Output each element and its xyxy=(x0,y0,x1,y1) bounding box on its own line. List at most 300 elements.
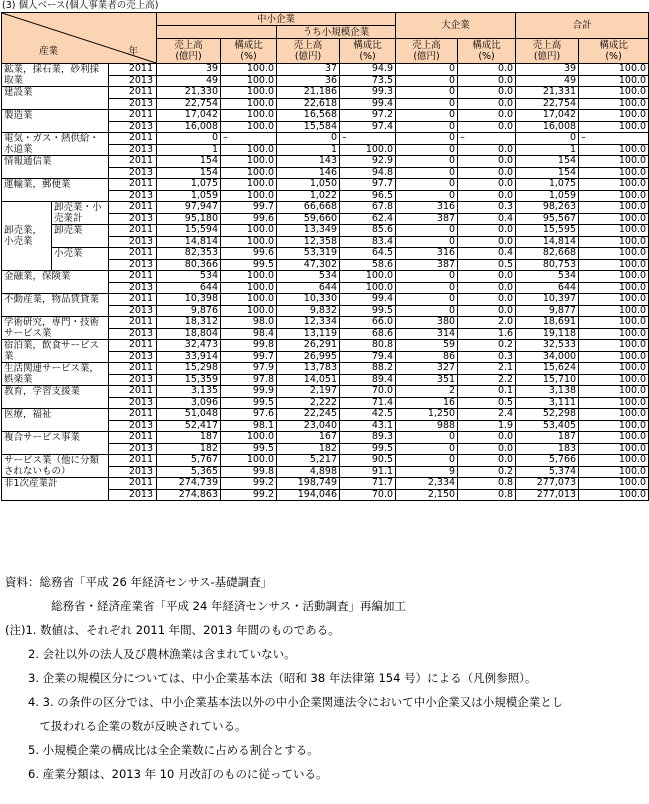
year-cell: 2013 xyxy=(109,144,157,156)
header-ratio: 構成比 (%) xyxy=(579,39,649,64)
ratio-cell: 71.7 xyxy=(340,478,396,490)
ratio-cell: 100.0 xyxy=(579,87,649,99)
year-cell: 2011 xyxy=(109,87,157,99)
revenue-cell: 146 xyxy=(277,167,340,179)
revenue-cell: 143 xyxy=(277,156,340,168)
ratio-cell: 99.9 xyxy=(221,386,277,398)
ratio-cell: 100.0 xyxy=(340,144,396,156)
ratio-cell: 99.6 xyxy=(221,248,277,260)
ratio-cell: 0.0 xyxy=(458,156,516,168)
ratio-cell: 73.5 xyxy=(340,75,396,87)
ratio-cell: 100.0 xyxy=(579,236,649,248)
ratio-cell: 100.0 xyxy=(221,225,277,237)
ratio-cell: 100.0 xyxy=(579,259,649,271)
revenue-cell: 18,312 xyxy=(157,317,221,329)
revenue-cell: 17,042 xyxy=(516,110,579,122)
ratio-cell: – xyxy=(340,133,396,145)
notes xyxy=(5,570,645,786)
ratio-cell: 100.0 xyxy=(579,202,649,214)
ratio-cell: 0.0 xyxy=(458,294,516,306)
revenue-cell: 95,567 xyxy=(516,213,579,225)
revenue-cell: 9,877 xyxy=(516,305,579,317)
ratio-cell: 100.0 xyxy=(221,121,277,133)
revenue-cell: 0 xyxy=(277,133,340,145)
header-total: 合計 xyxy=(516,13,649,39)
ratio-cell: 0.5 xyxy=(458,259,516,271)
ratio-cell: 58.6 xyxy=(340,259,396,271)
industry-label: 製造業 xyxy=(2,110,109,133)
revenue-cell: 274,739 xyxy=(157,478,221,490)
revenue-cell: 9 xyxy=(396,466,458,478)
revenue-cell: 316 xyxy=(396,248,458,260)
ratio-cell: 100.0 xyxy=(579,455,649,467)
header-small: うち小規模企業 xyxy=(277,26,396,39)
ratio-cell: 100.0 xyxy=(221,98,277,110)
revenue-cell: 4,898 xyxy=(277,466,340,478)
revenue-cell: 18,691 xyxy=(516,317,579,329)
revenue-cell: 534 xyxy=(277,271,340,283)
industry-label: 運輸業，郵便業 xyxy=(2,179,109,202)
year-cell: 2013 xyxy=(109,190,157,202)
ratio-cell: 100.0 xyxy=(579,443,649,455)
industry-label: 不動産業，物品賃貸業 xyxy=(2,294,109,317)
note-line: 資料：総務省「平成 26 年経済センサス-基礎調査」 xyxy=(5,575,273,589)
table-row xyxy=(2,156,649,168)
revenue-cell: 9,832 xyxy=(277,305,340,317)
revenue-cell: 3,138 xyxy=(516,386,579,398)
table-row xyxy=(2,179,649,191)
revenue-cell: 0 xyxy=(396,305,458,317)
revenue-cell: 1,059 xyxy=(516,190,579,202)
year-cell: 2013 xyxy=(109,121,157,133)
ratio-cell: 0.0 xyxy=(458,190,516,202)
header-industry: 産業 xyxy=(39,46,59,57)
ratio-cell: 100.0 xyxy=(579,351,649,363)
industry-label: 複合サービス事業 xyxy=(2,432,109,455)
ratio-cell: 1.9 xyxy=(458,420,516,432)
ratio-cell: 64.5 xyxy=(340,248,396,260)
revenue-cell: 187 xyxy=(516,432,579,444)
header-revenue: 売上高 (億円) xyxy=(277,39,340,64)
ratio-cell: 1.6 xyxy=(458,328,516,340)
revenue-cell: 351 xyxy=(396,374,458,386)
ratio-cell: 0.2 xyxy=(458,340,516,352)
year-cell: 2011 xyxy=(109,271,157,283)
revenue-cell: 37 xyxy=(277,64,340,76)
year-cell: 2011 xyxy=(109,202,157,214)
ratio-cell: 100.0 xyxy=(579,167,649,179)
ratio-cell: 100.0 xyxy=(579,121,649,133)
ratio-cell: 100.0 xyxy=(221,236,277,248)
revenue-cell: 327 xyxy=(396,363,458,375)
year-cell: 2011 xyxy=(109,294,157,306)
ratio-cell: 99.7 xyxy=(221,202,277,214)
revenue-cell: 39 xyxy=(157,64,221,76)
note-line: 3. 企業の規模区分については、中小企業基本法（昭和 38 年法律第 154 号）による（凡例参照）。 xyxy=(5,671,537,685)
revenue-cell: 5,217 xyxy=(277,455,340,467)
ratio-cell: 100.0 xyxy=(579,271,649,283)
header-large: 大企業 xyxy=(396,13,516,39)
revenue-cell: 2,150 xyxy=(396,489,458,501)
ratio-cell: 100.0 xyxy=(579,225,649,237)
revenue-cell: 22,754 xyxy=(516,98,579,110)
revenue-cell: 16,568 xyxy=(277,110,340,122)
revenue-cell: 316 xyxy=(396,202,458,214)
industry-label: 生活関連サービス業，娯楽業 xyxy=(2,363,109,386)
revenue-cell: 22,245 xyxy=(277,409,340,421)
revenue-cell: 12,358 xyxy=(277,236,340,248)
revenue-cell: 5,365 xyxy=(157,466,221,478)
ratio-cell: 99.8 xyxy=(221,466,277,478)
revenue-cell: 0 xyxy=(396,190,458,202)
ratio-cell: 66.0 xyxy=(340,317,396,329)
ratio-cell: 0.0 xyxy=(458,87,516,99)
revenue-cell: 49 xyxy=(157,75,221,87)
revenue-cell: 10,398 xyxy=(157,294,221,306)
revenue-cell: 534 xyxy=(157,271,221,283)
revenue-cell: 32,473 xyxy=(157,340,221,352)
year-cell: 2013 xyxy=(109,397,157,409)
revenue-cell: 988 xyxy=(396,420,458,432)
table-row xyxy=(2,248,649,260)
note-line: 総務省・経済産業省「平成 24 年経済センサス・活動調査」再編加工 xyxy=(5,599,406,613)
revenue-cell: 380 xyxy=(396,317,458,329)
ratio-cell: 85.6 xyxy=(340,225,396,237)
industry-label: 情報通信業 xyxy=(2,156,109,179)
ratio-cell: 100.0 xyxy=(579,144,649,156)
year-cell: 2011 xyxy=(109,225,157,237)
industry-label: 学術研究，専門・技術サービス業 xyxy=(2,317,109,340)
revenue-cell: 154 xyxy=(516,156,579,168)
group-label: 卸売業，小売業 xyxy=(2,202,52,271)
ratio-cell: 89.4 xyxy=(340,374,396,386)
ratio-cell: 99.6 xyxy=(221,213,277,225)
revenue-cell: 183 xyxy=(516,443,579,455)
industry-label: 非1次産業計 xyxy=(2,478,109,501)
header-ratio: 構成比 (%) xyxy=(340,39,396,64)
ratio-cell: 100.0 xyxy=(579,397,649,409)
revenue-cell: 36 xyxy=(277,75,340,87)
ratio-cell: 100.0 xyxy=(579,420,649,432)
year-cell: 2011 xyxy=(109,432,157,444)
table-row xyxy=(2,317,649,329)
ratio-cell: 0.0 xyxy=(458,305,516,317)
ratio-cell: 0.4 xyxy=(458,248,516,260)
revenue-cell: 13,783 xyxy=(277,363,340,375)
ratio-cell: 100.0 xyxy=(579,340,649,352)
year-cell: 2013 xyxy=(109,259,157,271)
ratio-cell: 100.0 xyxy=(221,179,277,191)
revenue-cell: 187 xyxy=(157,432,221,444)
ratio-cell: 99.2 xyxy=(221,478,277,490)
ratio-cell: 43.1 xyxy=(340,420,396,432)
ratio-cell: 100.0 xyxy=(221,75,277,87)
ratio-cell: 100.0 xyxy=(579,489,649,501)
table-row xyxy=(2,271,649,283)
ratio-cell: 100.0 xyxy=(579,374,649,386)
year-cell: 2011 xyxy=(109,363,157,375)
revenue-cell: 95,180 xyxy=(157,213,221,225)
year-cell: 2013 xyxy=(109,466,157,478)
year-cell: 2013 xyxy=(109,420,157,432)
ratio-cell: 70.0 xyxy=(340,386,396,398)
revenue-cell: 277,073 xyxy=(516,478,579,490)
ratio-cell: 0.0 xyxy=(458,64,516,76)
revenue-cell: 21,186 xyxy=(277,87,340,99)
ratio-cell: 0.8 xyxy=(458,478,516,490)
ratio-cell: 99.5 xyxy=(340,305,396,317)
revenue-cell: 314 xyxy=(396,328,458,340)
ratio-cell: 100.0 xyxy=(221,455,277,467)
revenue-cell: 0 xyxy=(396,144,458,156)
header-revenue: 売上高 (億円) xyxy=(157,39,221,64)
revenue-cell: 13,349 xyxy=(277,225,340,237)
note-line: 4. 3. の条件の区分では、中小企業基本法以外の中小企業関連法令において中小企業又は小規模企業とし xyxy=(5,695,564,709)
revenue-cell: 66,668 xyxy=(277,202,340,214)
revenue-cell: 80,366 xyxy=(157,259,221,271)
ratio-cell: 96.5 xyxy=(340,190,396,202)
ratio-cell: 0.0 xyxy=(458,98,516,110)
revenue-cell: 82,668 xyxy=(516,248,579,260)
revenue-cell: 16 xyxy=(396,397,458,409)
revenue-cell: 3,111 xyxy=(516,397,579,409)
note-line: 6. 産業分類は、2013 年 10 月改訂のものに従っている。 xyxy=(5,767,328,781)
ratio-cell: – xyxy=(458,133,516,145)
industry-label: 医療，福祉 xyxy=(2,409,109,432)
ratio-cell: 80.8 xyxy=(340,340,396,352)
revenue-cell: 15,594 xyxy=(157,225,221,237)
ratio-cell: 83.4 xyxy=(340,236,396,248)
ratio-cell: 0.0 xyxy=(458,455,516,467)
table-caption: (3) 個人ベース(個人事業者の売上高) xyxy=(2,0,159,11)
ratio-cell: 97.9 xyxy=(221,363,277,375)
table-row xyxy=(2,87,649,99)
ratio-cell: 100.0 xyxy=(579,110,649,122)
revenue-cell: 3,096 xyxy=(157,397,221,409)
revenue-cell: 3,135 xyxy=(157,386,221,398)
header-ratio: 構成比 (%) xyxy=(221,39,277,64)
table-row xyxy=(2,432,649,444)
ratio-cell: 100.0 xyxy=(579,282,649,294)
ratio-cell: 0.0 xyxy=(458,75,516,87)
ratio-cell: 0.0 xyxy=(458,225,516,237)
industry-label: 小売業 xyxy=(52,248,109,271)
revenue-cell: 22,754 xyxy=(157,98,221,110)
table-row xyxy=(2,455,649,467)
ratio-cell: 2.4 xyxy=(458,409,516,421)
year-cell: 2013 xyxy=(109,167,157,179)
revenue-cell: 0 xyxy=(157,133,221,145)
ratio-cell: 99.2 xyxy=(221,489,277,501)
revenue-cell: 19,118 xyxy=(516,328,579,340)
header-sme-spacer xyxy=(157,26,277,39)
ratio-cell: 0.0 xyxy=(458,443,516,455)
revenue-cell: 1,050 xyxy=(277,179,340,191)
ratio-cell: 100.0 xyxy=(221,190,277,202)
industry-label: 宿泊業，飲食サービス業 xyxy=(2,340,109,363)
revenue-table xyxy=(1,12,649,501)
revenue-cell: 0 xyxy=(396,282,458,294)
ratio-cell: 79.4 xyxy=(340,351,396,363)
year-cell: 2011 xyxy=(109,317,157,329)
revenue-cell: 534 xyxy=(516,271,579,283)
year-cell: 2013 xyxy=(109,282,157,294)
ratio-cell: 0.3 xyxy=(458,202,516,214)
ratio-cell: 98.4 xyxy=(221,328,277,340)
ratio-cell: 100.0 xyxy=(221,156,277,168)
ratio-cell: 99.4 xyxy=(340,294,396,306)
revenue-cell: 52,417 xyxy=(157,420,221,432)
revenue-cell: 15,595 xyxy=(516,225,579,237)
revenue-cell: 0 xyxy=(396,75,458,87)
revenue-cell: 23,040 xyxy=(277,420,340,432)
revenue-cell: 182 xyxy=(277,443,340,455)
revenue-cell: 5,766 xyxy=(516,455,579,467)
revenue-cell: 39 xyxy=(516,64,579,76)
revenue-cell: 387 xyxy=(396,259,458,271)
revenue-cell: 14,814 xyxy=(516,236,579,248)
ratio-cell: 94.9 xyxy=(340,64,396,76)
revenue-cell: 80,753 xyxy=(516,259,579,271)
revenue-cell: 0 xyxy=(396,110,458,122)
ratio-cell: 100.0 xyxy=(340,271,396,283)
year-cell: 2011 xyxy=(109,110,157,122)
revenue-cell: 167 xyxy=(277,432,340,444)
revenue-cell: 1,075 xyxy=(516,179,579,191)
revenue-cell: 0 xyxy=(396,455,458,467)
revenue-cell: 0 xyxy=(396,432,458,444)
revenue-cell: 59,660 xyxy=(277,213,340,225)
ratio-cell: 0.2 xyxy=(458,466,516,478)
revenue-cell: 97,947 xyxy=(157,202,221,214)
table-row xyxy=(2,294,649,306)
header-revenue: 売上高 (億円) xyxy=(516,39,579,64)
revenue-cell: 182 xyxy=(157,443,221,455)
table-row xyxy=(2,133,649,145)
ratio-cell: 100.0 xyxy=(221,282,277,294)
year-cell: 2013 xyxy=(109,443,157,455)
note-line: 2. 会社以外の法人及び農林漁業は含まれていない。 xyxy=(5,647,296,661)
ratio-cell: 100.0 xyxy=(579,294,649,306)
revenue-cell: 18,804 xyxy=(157,328,221,340)
revenue-cell: 0 xyxy=(516,133,579,145)
revenue-cell: 0 xyxy=(396,133,458,145)
table-row xyxy=(2,340,649,352)
year-cell: 2013 xyxy=(109,351,157,363)
industry-label: 卸売業・小売業計 xyxy=(52,202,109,225)
ratio-cell: 0.0 xyxy=(458,236,516,248)
ratio-cell: 0.0 xyxy=(458,121,516,133)
ratio-cell: 62.4 xyxy=(340,213,396,225)
revenue-cell: 5,374 xyxy=(516,466,579,478)
revenue-cell: 0 xyxy=(396,443,458,455)
corner-header xyxy=(2,13,157,64)
ratio-cell: – xyxy=(579,133,649,145)
year-cell: 2011 xyxy=(109,64,157,76)
ratio-cell: 100.0 xyxy=(579,466,649,478)
revenue-cell: 194,046 xyxy=(277,489,340,501)
revenue-cell: 2,222 xyxy=(277,397,340,409)
revenue-cell: 1 xyxy=(157,144,221,156)
ratio-cell: 100.0 xyxy=(579,317,649,329)
ratio-cell: 100.0 xyxy=(579,64,649,76)
industry-label: 教育，学習支援業 xyxy=(2,386,109,409)
revenue-cell: 52,298 xyxy=(516,409,579,421)
ratio-cell: 100.0 xyxy=(579,328,649,340)
table-row xyxy=(2,478,649,490)
revenue-cell: 26,995 xyxy=(277,351,340,363)
ratio-cell: 97.6 xyxy=(221,409,277,421)
ratio-cell: 99.5 xyxy=(221,259,277,271)
revenue-cell: 9,876 xyxy=(157,305,221,317)
ratio-cell: 100.0 xyxy=(579,98,649,110)
header-ratio: 構成比 (%) xyxy=(458,39,516,64)
year-cell: 2011 xyxy=(109,340,157,352)
industry-label: 建設業 xyxy=(2,87,109,110)
revenue-cell: 154 xyxy=(157,156,221,168)
revenue-cell: 49 xyxy=(516,75,579,87)
revenue-cell: 2,334 xyxy=(396,478,458,490)
revenue-cell: 277,013 xyxy=(516,489,579,501)
revenue-cell: 1,250 xyxy=(396,409,458,421)
revenue-cell: 15,298 xyxy=(157,363,221,375)
ratio-cell: 2.2 xyxy=(458,374,516,386)
revenue-cell: 15,584 xyxy=(277,121,340,133)
ratio-cell: 67.8 xyxy=(340,202,396,214)
revenue-cell: 15,710 xyxy=(516,374,579,386)
year-cell: 2013 xyxy=(109,236,157,248)
revenue-cell: 15,624 xyxy=(516,363,579,375)
revenue-cell: 21,331 xyxy=(516,87,579,99)
revenue-cell: 13,119 xyxy=(277,328,340,340)
table-row xyxy=(2,225,649,237)
year-cell: 2011 xyxy=(109,409,157,421)
ratio-cell: 90.5 xyxy=(340,455,396,467)
revenue-cell: 51,048 xyxy=(157,409,221,421)
revenue-cell: 154 xyxy=(157,167,221,179)
revenue-cell: 5,767 xyxy=(157,455,221,467)
ratio-cell: 70.0 xyxy=(340,489,396,501)
ratio-cell: 100.0 xyxy=(221,87,277,99)
industry-label: サービス業（他に分類されないもの） xyxy=(2,455,109,478)
year-cell: 2013 xyxy=(109,98,157,110)
year-cell: 2011 xyxy=(109,455,157,467)
ratio-cell: 0.0 xyxy=(458,271,516,283)
ratio-cell: 99.8 xyxy=(221,340,277,352)
revenue-cell: 86 xyxy=(396,351,458,363)
table-row xyxy=(2,110,649,122)
revenue-cell: 1 xyxy=(516,144,579,156)
ratio-cell: 0.0 xyxy=(458,432,516,444)
revenue-cell: 47,302 xyxy=(277,259,340,271)
revenue-cell: 14,814 xyxy=(157,236,221,248)
ratio-cell: 97.8 xyxy=(221,374,277,386)
revenue-cell: 26,291 xyxy=(277,340,340,352)
ratio-cell: 68.6 xyxy=(340,328,396,340)
table-row xyxy=(2,386,649,398)
revenue-cell: 12,334 xyxy=(277,317,340,329)
table-row xyxy=(2,409,649,421)
year-cell: 2013 xyxy=(109,213,157,225)
ratio-cell: 100.0 xyxy=(221,64,277,76)
revenue-cell: 98,263 xyxy=(516,202,579,214)
table-row xyxy=(2,363,649,375)
revenue-cell: 1,075 xyxy=(157,179,221,191)
revenue-cell: 198,749 xyxy=(277,478,340,490)
ratio-cell: 100.0 xyxy=(579,432,649,444)
ratio-cell: 0.5 xyxy=(458,397,516,409)
revenue-cell: 387 xyxy=(396,213,458,225)
